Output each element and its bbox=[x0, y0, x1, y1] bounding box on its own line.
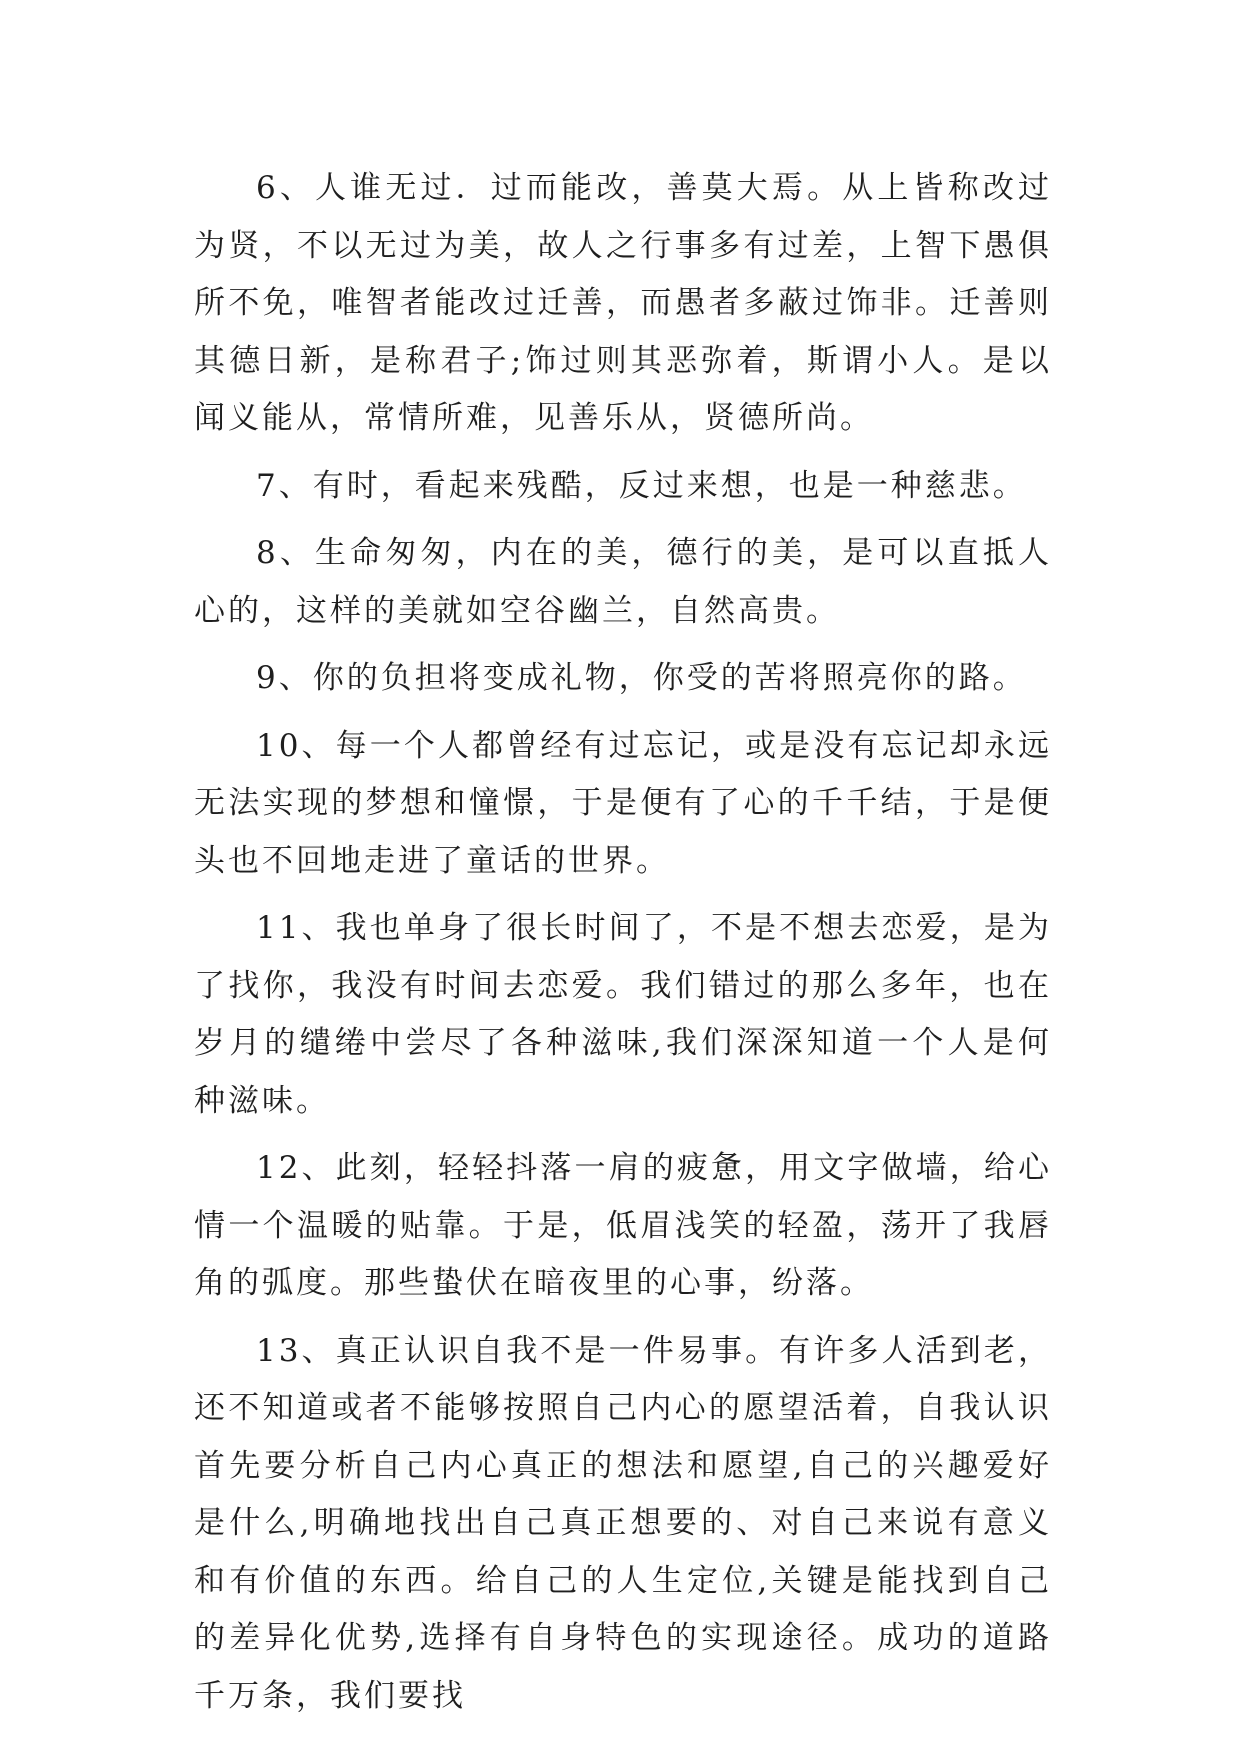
paragraph-9: 9、你的负担将变成礼物，你受的苦将照亮你的路。 bbox=[256, 660, 1027, 696]
paragraph-11: 11、我也单身了很长时间了，不是不想去恋爱，是为了找你，我没有时间去恋爱。我们错过的那么多年，也在岁月的缱绻中尝尽了各种滋味,我们深深知道一个人是何种滋味。 bbox=[194, 910, 1052, 1119]
paragraph-8: 8、生命匆匆，内在的美，德行的美，是可以直抵人心的，这样的美就如空谷幽兰，自然高贵。 bbox=[194, 535, 1052, 629]
paragraph-12: 12、此刻，轻轻抖落一肩的疲惫，用文字做墙，给心情一个温暖的贴靠。于是，低眉浅笑的轻盈，荡开了我唇角的弧度。那些蛰伏在暗夜里的心事，纷落。 bbox=[194, 1150, 1052, 1301]
paragraph-6: 6、人谁无过．过而能改，善莫大焉。从上皆称改过为贤，不以无过为美，故人之行事多有过差，上智下愚俱所不免，唯智者能改过迁善，而愚者多蔽过饰非。迁善则其德日新，是称君子;饰过则其恶弥着，斯谓小人。是以闻义能从，常情所难，见善乐从，贤德所尚。 bbox=[194, 170, 1052, 436]
paragraph-10: 10、每一个人都曾经有过忘记，或是没有忘记却永远无法实现的梦想和憧憬，于是便有了心的千千结，于是便头也不回地走进了童话的世界。 bbox=[194, 727, 1052, 879]
document-body bbox=[194, 160, 1052, 1725]
paragraph-13: 13、真正认识自我不是一件易事。有许多人活到老，还不知道或者不能够按照自己内心的愿望活着，自我认识首先要分析自己内心真正的想法和愿望,自己的兴趣爱好是什么,明确地找出自己真正想要的、对自己来说有意义和有价值的东西。给自己的人生定位,关键是能找到自己的差异化优势,选择有自身特色的实现途径。成功的道路千万条，我们要找 bbox=[194, 1332, 1052, 1714]
paragraph-7: 7、有时，看起来残酷，反过来想，也是一种慈悲。 bbox=[256, 467, 1027, 504]
